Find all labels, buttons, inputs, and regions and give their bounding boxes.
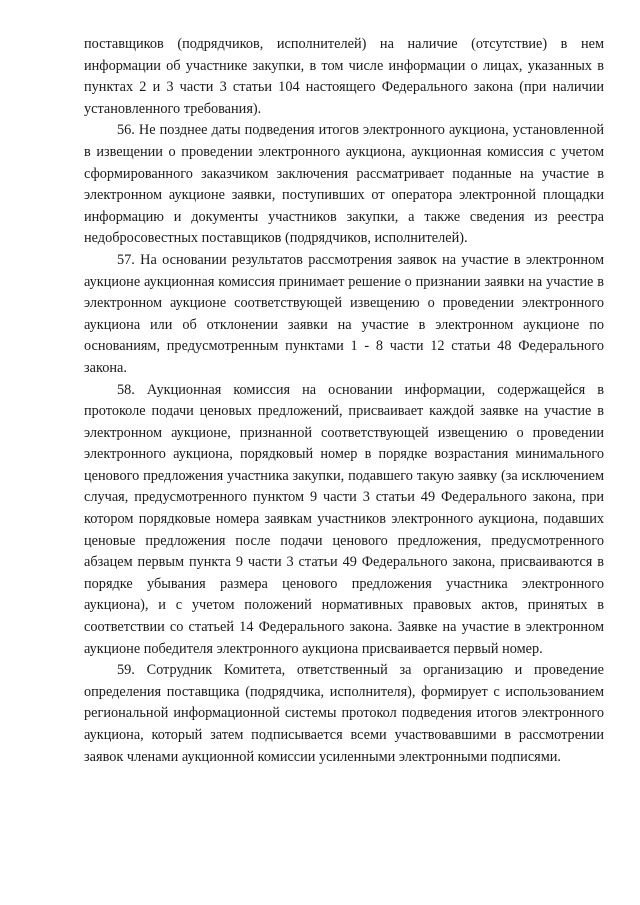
document-body: [84, 34, 604, 768]
paragraph-59: 59. Сотрудник Комитета, ответственный за организацию и проведение определения поставщика (подрядчика, исполнителя), формирует с использованием региональной информационной системы протокол подведения итогов электронного аукциона, который затем подписывается всеми участвовавшими в рассмотрении заявок членами аукционной комиссии усиленными электронными подписями.: [84, 662, 604, 765]
paragraph-56: 56. Не позднее даты подведения итогов электронного аукциона, установленной в извещении о проведении электронного аукциона, аукционная комиссия с учетом сформированного заказчиком заключения рассматривает поданные на участие в электронном аукционе заявки, поступивших от оператора электронной площадки информацию и документы участников закупки, а также сведения из реестра недобросовестных поставщиков (подрядчиков, исполнителей).: [84, 122, 604, 247]
paragraph-continuation: поставщиков (подрядчиков, исполнителей) на наличие (отсутствие) в нем информации об участнике закупки, в том числе информации о лицах, указанных в пунктах 2 и 3 части 3 статьи 104 настоящего Федерального закона (при наличии установленного требования).: [84, 36, 604, 117]
paragraph-58: 58. Аукционная комиссия на основании информации, содержащейся в протоколе подачи ценовых предложений, присваивает каждой заявке на участие в электронном аукционе, признанной соответствующей извещению о проведении электронного аукциона, порядковый номер в порядке возрастания минимального ценового предложения участника закупки, подавшего такую заявку (за исключением случая, предусмотренного пунктом 9 части 3 статьи 49 Федерального закона, при котором порядковые номера заявкам участников электронного аукциона, подавших ценовые предложения после подачи ценового предложения, предусмотренного абзацем первым пункта 9 части 3 статьи 49 Федерального закона, присваиваются в порядке убывания размера ценового предложения участника электронного аукциона), и с учетом положений нормативных правовых актов, принятых в соответствии со статьей 14 Федерального закона. Заявке на участие в электронном аукционе победителя электронного аукциона присваивается первый номер.: [84, 381, 604, 657]
paragraph-57: 57. На основании результатов рассмотрения заявок на участие в электронном аукционе аукционная комиссия принимает решение о признании заявки на участие в электронном аукционе соответствующей извещению о проведении электронного аукциона или об отклонении заявки на участие в электронном аукционе по основаниям, предусмотренным пунктами 1 - 8 части 12 статьи 48 Федерального закона.: [84, 251, 604, 376]
